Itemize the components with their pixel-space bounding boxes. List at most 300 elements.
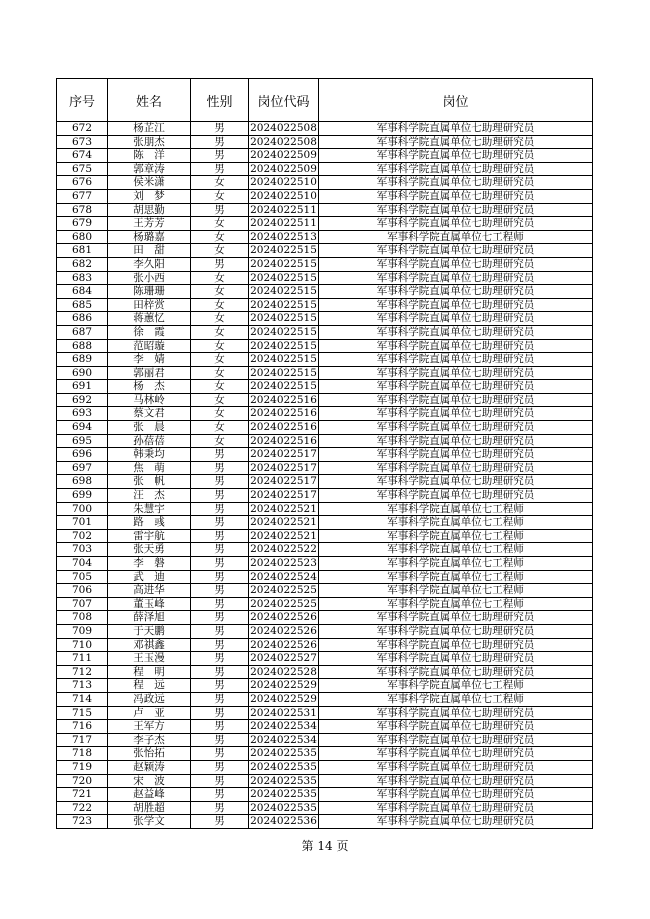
cell-serial: 676 (57, 176, 108, 190)
cell-position-code: 2024022516 (250, 434, 317, 447)
cell-position: 军事科学院直属单位七助理研究员 (319, 271, 593, 285)
cell-name: 陈 洋 (108, 149, 191, 163)
cell-gender: 男 (191, 679, 249, 693)
cell-serial: 712 (57, 665, 108, 679)
cell-name: 张怡拓 (108, 747, 191, 761)
cell-serial: 687 (57, 325, 108, 339)
cell-serial: 693 (57, 407, 108, 421)
cell-gender: 男 (191, 692, 249, 706)
cell-position-code: 2024022509 (250, 162, 317, 175)
cell-position-code: 2024022525 (250, 584, 317, 597)
cell-position-code: 2024022526 (250, 638, 317, 651)
cell-name: 张 帆 (108, 475, 191, 489)
table-row (57, 366, 593, 380)
cell-gender: 男 (191, 815, 249, 829)
cell-position: 军事科学院直属单位七助理研究员 (319, 788, 593, 802)
cell-position-code: 2024022510 (250, 176, 317, 189)
table-row (57, 597, 593, 611)
cell-serial: 690 (57, 366, 108, 380)
cell-name: 张天勇 (108, 543, 191, 557)
cell-position: 军事科学院直属单位七助理研究员 (319, 733, 593, 747)
cell-name: 赵颖涛 (108, 760, 191, 774)
cell-position-code: 2024022531 (250, 706, 317, 719)
cell-serial: 703 (57, 543, 108, 557)
cell-gender: 男 (191, 638, 249, 652)
cell-position: 军事科学院直属单位七助理研究员 (319, 665, 593, 679)
cell-serial: 682 (57, 257, 108, 271)
cell-position: 军事科学院直属单位七助理研究员 (319, 162, 593, 176)
table-row (57, 720, 593, 734)
cell-name: 李 磐 (108, 557, 191, 571)
cell-serial: 696 (57, 448, 108, 462)
cell-name: 王军方 (108, 720, 191, 734)
cell-position: 军事科学院直属单位七助理研究员 (319, 135, 593, 149)
table-row (57, 611, 593, 625)
cell-position-code: 2024022509 (250, 149, 317, 162)
cell-position: 军事科学院直属单位七助理研究员 (319, 176, 593, 190)
cell-name: 陈珊珊 (108, 285, 191, 299)
cell-serial: 716 (57, 720, 108, 734)
cell-position: 军事科学院直属单位七助理研究员 (319, 611, 593, 625)
table-row (57, 788, 593, 802)
cell-position: 军事科学院直属单位七工程师 (319, 584, 593, 598)
cell-position: 军事科学院直属单位七助理研究员 (319, 461, 593, 475)
cell-position-code: 2024022516 (250, 393, 317, 406)
cell-position-code: 2024022517 (250, 461, 317, 474)
cell-name: 程 远 (108, 679, 191, 693)
cell-name: 冯政远 (108, 692, 191, 706)
cell-serial: 715 (57, 706, 108, 720)
cell-position: 军事科学院直属单位七助理研究员 (319, 652, 593, 666)
table-row (57, 203, 593, 217)
cell-name: 蒋蕙忆 (108, 312, 191, 326)
cell-position: 军事科学院直属单位七工程师 (319, 692, 593, 706)
cell-position: 军事科学院直属单位七助理研究员 (319, 421, 593, 435)
cell-name: 薛泽旭 (108, 611, 191, 625)
cell-serial: 714 (57, 692, 108, 706)
cell-serial: 679 (57, 217, 108, 231)
cell-gender: 女 (191, 298, 249, 312)
cell-name: 李子杰 (108, 733, 191, 747)
cell-position-code: 2024022513 (250, 230, 317, 243)
table-row (57, 502, 593, 516)
cell-serial: 692 (57, 393, 108, 407)
cell-serial: 713 (57, 679, 108, 693)
cell-gender: 男 (191, 257, 249, 271)
cell-gender: 男 (191, 461, 249, 475)
cell-position: 军事科学院直属单位七助理研究员 (319, 149, 593, 163)
cell-position: 军事科学院直属单位七助理研究员 (319, 393, 593, 407)
cell-position: 军事科学院直属单位七工程师 (319, 529, 593, 543)
cell-name: 田 甜 (108, 244, 191, 258)
cell-position: 军事科学院直属单位七助理研究员 (319, 325, 593, 339)
cell-serial: 694 (57, 421, 108, 435)
cell-position-code: 2024022534 (250, 720, 317, 733)
cell-serial: 701 (57, 516, 108, 530)
cell-position: 军事科学院直属单位七工程师 (319, 516, 593, 530)
cell-position-code: 2024022535 (250, 760, 317, 773)
cell-position-code: 2024022529 (250, 679, 317, 692)
cell-position-code: 2024022510 (250, 189, 317, 202)
cell-position-code: 2024022528 (250, 665, 317, 678)
cell-serial: 683 (57, 271, 108, 285)
cell-position: 军事科学院直属单位七助理研究员 (319, 774, 593, 788)
cell-gender: 女 (191, 407, 249, 421)
cell-name: 朱慧宇 (108, 502, 191, 516)
cell-name: 胡思勤 (108, 203, 191, 217)
cell-name: 徐 霞 (108, 325, 191, 339)
cell-position: 军事科学院直属单位七助理研究员 (319, 815, 593, 829)
cell-position-code: 2024022525 (250, 597, 317, 610)
cell-position-code: 2024022524 (250, 570, 317, 583)
cell-serial: 704 (57, 557, 108, 571)
roster-table (56, 78, 593, 829)
table-row (57, 448, 593, 462)
cell-serial: 721 (57, 788, 108, 802)
table-row (57, 679, 593, 693)
cell-gender: 女 (191, 189, 249, 203)
table-row (57, 475, 593, 489)
cell-position: 军事科学院直属单位七工程师 (319, 230, 593, 244)
cell-name: 杨 杰 (108, 380, 191, 394)
cell-position-code: 2024022523 (250, 557, 317, 569)
cell-name: 程 明 (108, 665, 191, 679)
cell-gender: 女 (191, 380, 249, 394)
table-row (57, 271, 593, 285)
cell-serial: 708 (57, 611, 108, 625)
cell-position: 军事科学院直属单位七助理研究员 (319, 244, 593, 258)
header-serial: 序号 (57, 79, 108, 122)
cell-serial: 720 (57, 774, 108, 788)
page-number: 第 14 页 (301, 839, 349, 853)
cell-position: 军事科学院直属单位七助理研究员 (319, 760, 593, 774)
cell-gender: 男 (191, 747, 249, 761)
cell-name: 于天鹏 (108, 624, 191, 638)
cell-position-code: 2024022535 (250, 774, 317, 787)
cell-position: 军事科学院直属单位七助理研究员 (319, 380, 593, 394)
cell-position: 军事科学院直属单位七助理研究员 (319, 189, 593, 203)
cell-gender: 男 (191, 489, 249, 503)
header-row (57, 79, 593, 122)
cell-serial: 697 (57, 461, 108, 475)
cell-position: 军事科学院直属单位七工程师 (319, 557, 593, 571)
table-row (57, 421, 593, 435)
cell-serial: 707 (57, 597, 108, 611)
cell-position: 军事科学院直属单位七工程师 (319, 543, 593, 557)
cell-position: 军事科学院直属单位七助理研究员 (319, 624, 593, 638)
cell-position-code: 2024022534 (250, 733, 317, 746)
table-row (57, 584, 593, 598)
cell-serial: 672 (57, 122, 108, 136)
cell-position: 军事科学院直属单位七助理研究员 (319, 801, 593, 815)
cell-gender: 男 (191, 543, 249, 557)
cell-position-code: 2024022517 (250, 475, 317, 488)
cell-gender: 男 (191, 760, 249, 774)
cell-name: 杨璐嘉 (108, 230, 191, 244)
cell-name: 赵益峰 (108, 788, 191, 802)
cell-position-code: 2024022535 (250, 788, 317, 801)
cell-serial: 723 (57, 815, 108, 829)
table-row (57, 257, 593, 271)
cell-position-code: 2024022508 (250, 122, 317, 134)
cell-name: 卢 亚 (108, 706, 191, 720)
cell-gender: 女 (191, 366, 249, 380)
cell-gender: 女 (191, 353, 249, 367)
cell-position: 军事科学院直属单位七助理研究员 (319, 339, 593, 353)
cell-name: 郭丽君 (108, 366, 191, 380)
cell-position-code: 2024022511 (250, 203, 317, 216)
table-row (57, 489, 593, 503)
cell-name: 宋 波 (108, 774, 191, 788)
cell-gender: 男 (191, 162, 249, 176)
cell-gender: 女 (191, 285, 249, 299)
cell-position-code: 2024022536 (250, 815, 317, 828)
cell-position: 军事科学院直属单位七助理研究员 (319, 489, 593, 503)
cell-position-code: 2024022515 (250, 298, 317, 311)
cell-gender: 女 (191, 217, 249, 231)
table-row (57, 529, 593, 543)
cell-gender: 女 (191, 244, 249, 258)
cell-gender: 男 (191, 774, 249, 788)
cell-serial: 685 (57, 298, 108, 312)
header-position: 岗位 (319, 79, 593, 122)
cell-serial: 709 (57, 624, 108, 638)
cell-gender: 男 (191, 788, 249, 802)
cell-position-code: 2024022517 (250, 448, 317, 461)
cell-gender: 男 (191, 529, 249, 543)
cell-name: 张学文 (108, 815, 191, 829)
table-row (57, 339, 593, 353)
cell-serial: 695 (57, 434, 108, 448)
cell-gender: 男 (191, 502, 249, 516)
cell-position-code: 2024022516 (250, 421, 317, 434)
table-row (57, 652, 593, 666)
cell-position: 军事科学院直属单位七工程师 (319, 502, 593, 516)
table-row (57, 543, 593, 557)
cell-name: 高进华 (108, 584, 191, 598)
cell-gender: 男 (191, 706, 249, 720)
cell-position: 军事科学院直属单位七助理研究员 (319, 747, 593, 761)
table-row (57, 189, 593, 203)
cell-name: 马林岭 (108, 393, 191, 407)
cell-position-code: 2024022522 (250, 543, 317, 556)
table-row (57, 801, 593, 815)
cell-gender: 男 (191, 652, 249, 666)
cell-name: 王玉漫 (108, 652, 191, 666)
cell-position-code: 2024022521 (250, 529, 317, 542)
cell-position: 军事科学院直属单位七工程师 (319, 570, 593, 584)
cell-position: 军事科学院直属单位七工程师 (319, 597, 593, 611)
cell-position-code: 2024022515 (250, 285, 317, 298)
cell-position-code: 2024022529 (250, 692, 317, 705)
cell-name: 武 迪 (108, 570, 191, 584)
cell-name: 蔡文君 (108, 407, 191, 421)
cell-name: 路 彧 (108, 516, 191, 530)
cell-name: 邓祺鑫 (108, 638, 191, 652)
cell-position-code: 2024022526 (250, 611, 317, 624)
header-position-code: 岗位代码 (249, 79, 319, 122)
table-row (57, 638, 593, 652)
cell-serial: 680 (57, 230, 108, 244)
cell-name: 刘 梦 (108, 189, 191, 203)
table-row (57, 760, 593, 774)
cell-name: 张 晨 (108, 421, 191, 435)
cell-gender: 男 (191, 665, 249, 679)
cell-name: 郭章涛 (108, 162, 191, 176)
cell-gender: 女 (191, 312, 249, 326)
cell-name: 韩秉均 (108, 448, 191, 462)
cell-position: 军事科学院直属单位七助理研究员 (319, 407, 593, 421)
cell-position: 军事科学院直属单位七助理研究员 (319, 285, 593, 299)
table-row (57, 434, 593, 448)
cell-serial: 722 (57, 801, 108, 815)
cell-serial: 689 (57, 353, 108, 367)
cell-position-code: 2024022516 (250, 407, 317, 420)
cell-gender: 女 (191, 176, 249, 190)
cell-position-code: 2024022517 (250, 489, 317, 502)
cell-position: 军事科学院直属单位七助理研究员 (319, 203, 593, 217)
cell-serial: 717 (57, 733, 108, 747)
cell-gender: 男 (191, 557, 249, 571)
cell-name: 张朋杰 (108, 135, 191, 149)
cell-gender: 男 (191, 611, 249, 625)
table-row (57, 353, 593, 367)
cell-gender: 女 (191, 325, 249, 339)
cell-position-code: 2024022515 (250, 244, 317, 257)
cell-serial: 700 (57, 502, 108, 516)
cell-position-code: 2024022515 (250, 380, 317, 393)
cell-serial: 702 (57, 529, 108, 543)
cell-gender: 男 (191, 122, 249, 136)
cell-position-code: 2024022515 (250, 366, 317, 379)
cell-name: 胡胜超 (108, 801, 191, 815)
table-row (57, 557, 593, 571)
cell-name: 李久阳 (108, 257, 191, 271)
cell-position-code: 2024022535 (250, 801, 317, 814)
table-row (57, 570, 593, 584)
cell-serial: 710 (57, 638, 108, 652)
cell-position: 军事科学院直属单位七助理研究员 (319, 475, 593, 489)
cell-name: 王芳芳 (108, 217, 191, 231)
cell-serial: 675 (57, 162, 108, 176)
table-row (57, 230, 593, 244)
table-row (57, 312, 593, 326)
table-row (57, 461, 593, 475)
cell-position-code: 2024022515 (250, 353, 317, 366)
cell-position-code: 2024022527 (250, 652, 317, 665)
cell-serial: 673 (57, 135, 108, 149)
table-row (57, 325, 593, 339)
cell-position: 军事科学院直属单位七助理研究员 (319, 638, 593, 652)
cell-position-code: 2024022521 (250, 516, 317, 529)
cell-serial: 677 (57, 189, 108, 203)
cell-gender: 男 (191, 203, 249, 217)
cell-serial: 719 (57, 760, 108, 774)
cell-position: 军事科学院直属单位七助理研究员 (319, 706, 593, 720)
cell-gender: 女 (191, 421, 249, 435)
header-name: 姓名 (108, 79, 191, 122)
cell-position-code: 2024022515 (250, 257, 317, 270)
cell-position: 军事科学院直属单位七助理研究员 (319, 366, 593, 380)
cell-name: 李 婧 (108, 353, 191, 367)
cell-serial: 674 (57, 149, 108, 163)
cell-position: 军事科学院直属单位七助理研究员 (319, 448, 593, 462)
cell-name: 杨芷江 (108, 122, 191, 136)
cell-serial: 684 (57, 285, 108, 299)
cell-position-code: 2024022521 (250, 502, 317, 515)
cell-name: 范昭璇 (108, 339, 191, 353)
table-row (57, 516, 593, 530)
cell-serial: 699 (57, 489, 108, 503)
cell-position-code: 2024022526 (250, 624, 317, 637)
table-row (57, 692, 593, 706)
cell-position: 军事科学院直属单位七助理研究员 (319, 217, 593, 231)
table-row (57, 706, 593, 720)
cell-gender: 男 (191, 135, 249, 149)
header-gender: 性别 (191, 79, 249, 122)
cell-position-code: 2024022515 (250, 339, 317, 352)
cell-serial: 678 (57, 203, 108, 217)
cell-serial: 686 (57, 312, 108, 326)
cell-serial: 691 (57, 380, 108, 394)
cell-gender: 男 (191, 720, 249, 734)
cell-name: 孙蓓蓓 (108, 434, 191, 448)
cell-gender: 男 (191, 448, 249, 462)
cell-serial: 698 (57, 475, 108, 489)
cell-gender: 男 (191, 733, 249, 747)
table-row (57, 733, 593, 747)
cell-name: 雷宇航 (108, 529, 191, 543)
cell-position: 军事科学院直属单位七助理研究员 (319, 434, 593, 448)
table-row (57, 624, 593, 638)
cell-name: 焦 萌 (108, 461, 191, 475)
table-row (57, 298, 593, 312)
cell-position-code: 2024022511 (250, 217, 317, 230)
cell-gender: 男 (191, 584, 249, 598)
cell-position: 军事科学院直属单位七助理研究员 (319, 720, 593, 734)
cell-name: 汪 杰 (108, 489, 191, 503)
table-body (57, 122, 593, 829)
table-row (57, 149, 593, 163)
cell-gender: 女 (191, 434, 249, 448)
cell-gender: 女 (191, 339, 249, 353)
cell-gender: 女 (191, 230, 249, 244)
cell-serial: 688 (57, 339, 108, 353)
cell-position: 军事科学院直属单位七助理研究员 (319, 312, 593, 326)
cell-gender: 女 (191, 271, 249, 285)
cell-serial: 711 (57, 652, 108, 666)
cell-name: 侯米潇 (108, 176, 191, 190)
cell-gender: 男 (191, 624, 249, 638)
table-row (57, 393, 593, 407)
table-row (57, 162, 593, 176)
cell-position-code: 2024022515 (250, 325, 317, 338)
cell-position: 军事科学院直属单位七助理研究员 (319, 122, 593, 136)
table-row (57, 407, 593, 421)
cell-name: 董玉峰 (108, 597, 191, 611)
cell-gender: 男 (191, 475, 249, 489)
table-row (57, 217, 593, 231)
table-row (57, 747, 593, 761)
table-row (57, 815, 593, 829)
cell-gender: 男 (191, 801, 249, 815)
table-row (57, 244, 593, 258)
table-row (57, 122, 593, 136)
cell-position: 军事科学院直属单位七工程师 (319, 679, 593, 693)
table-row (57, 135, 593, 149)
cell-gender: 男 (191, 597, 249, 611)
table-row (57, 285, 593, 299)
